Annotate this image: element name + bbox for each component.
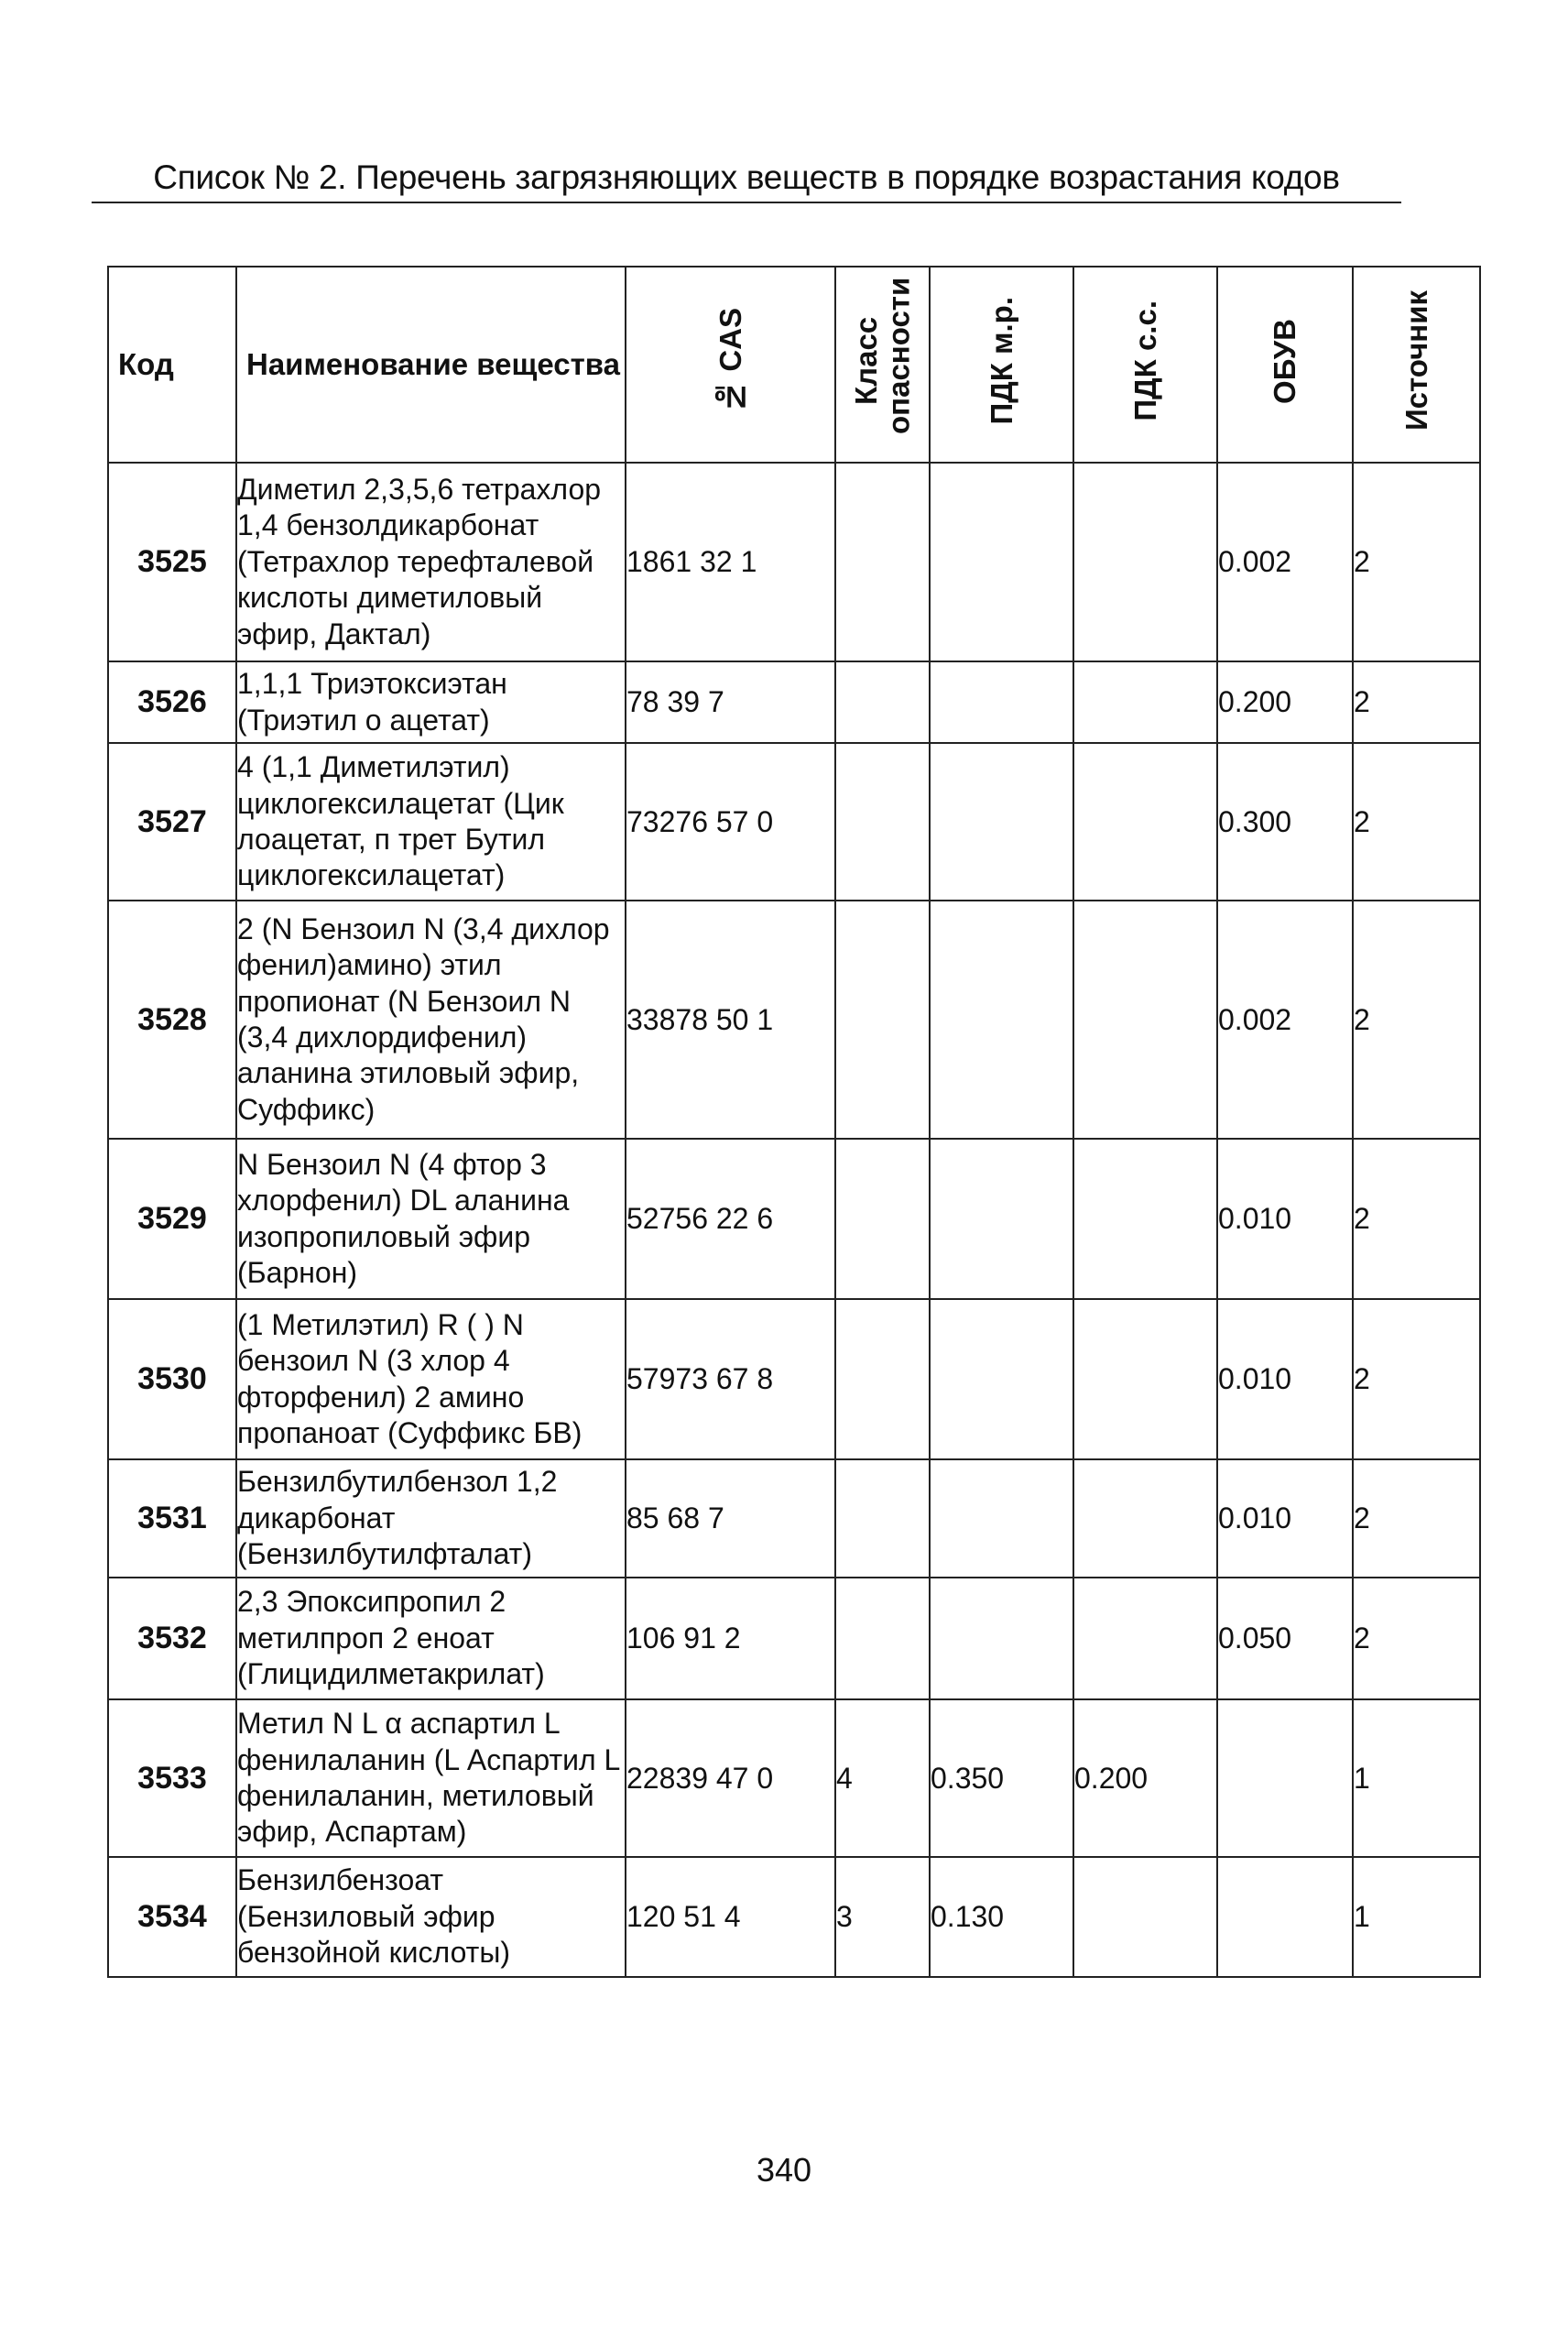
column-header-obuv: ОБУВ bbox=[1217, 267, 1353, 463]
row-pdk-ss bbox=[1073, 463, 1217, 661]
row-source: 1 bbox=[1353, 1857, 1480, 1977]
row-cas: 78 39 7 bbox=[626, 661, 835, 743]
column-header-source: Источник bbox=[1353, 267, 1480, 463]
row-cas: 120 51 4 bbox=[626, 1857, 835, 1977]
row-source: 2 bbox=[1353, 463, 1480, 661]
row-cas: 33878 50 1 bbox=[626, 901, 835, 1139]
row-cas: 73276 57 0 bbox=[626, 743, 835, 901]
row-code: 3525 bbox=[108, 463, 236, 661]
row-pdk-mr: 0.350 bbox=[930, 1699, 1073, 1857]
table-row bbox=[108, 463, 1480, 661]
row-cas: 1861 32 1 bbox=[626, 463, 835, 661]
row-code: 3527 bbox=[108, 743, 236, 901]
row-pdk-mr bbox=[930, 1578, 1073, 1699]
table-row bbox=[108, 1139, 1480, 1299]
row-pdk-ss: 0.200 bbox=[1073, 1699, 1217, 1857]
row-code: 3534 bbox=[108, 1857, 236, 1977]
row-obuv: 0.002 bbox=[1217, 901, 1353, 1139]
row-obuv: 0.010 bbox=[1217, 1299, 1353, 1459]
table-row bbox=[108, 1459, 1480, 1578]
row-pdk-ss bbox=[1073, 1299, 1217, 1459]
row-name: Бензилбензоат (Бензиловый эфир бензойной кислоты) bbox=[236, 1857, 626, 1977]
row-pdk-ss bbox=[1073, 1857, 1217, 1977]
row-pdk-mr bbox=[930, 1139, 1073, 1299]
row-pdk-mr: 0.130 bbox=[930, 1857, 1073, 1977]
row-hazard-class bbox=[835, 1578, 930, 1699]
table-row bbox=[108, 901, 1480, 1139]
row-obuv: 0.010 bbox=[1217, 1139, 1353, 1299]
row-obuv: 0.010 bbox=[1217, 1459, 1353, 1578]
row-source: 2 bbox=[1353, 743, 1480, 901]
column-header-code: Код bbox=[108, 267, 236, 463]
row-source: 1 bbox=[1353, 1699, 1480, 1857]
row-name: 2,3 Эпоксипропил 2 метилпроп 2 еноат (Глицидилметакрилат) bbox=[236, 1578, 626, 1699]
row-pdk-mr bbox=[930, 463, 1073, 661]
row-obuv: 0.300 bbox=[1217, 743, 1353, 901]
table-row bbox=[108, 743, 1480, 901]
row-pdk-ss bbox=[1073, 1139, 1217, 1299]
column-header-pdk-mr: ПДК м.р. bbox=[930, 267, 1073, 463]
row-obuv bbox=[1217, 1857, 1353, 1977]
row-code: 3532 bbox=[108, 1578, 236, 1699]
row-source: 2 bbox=[1353, 661, 1480, 743]
row-pdk-ss bbox=[1073, 1578, 1217, 1699]
row-hazard-class bbox=[835, 901, 930, 1139]
row-hazard-class: 3 bbox=[835, 1857, 930, 1977]
row-code: 3526 bbox=[108, 661, 236, 743]
table-row bbox=[108, 1857, 1480, 1977]
table-row bbox=[108, 1699, 1480, 1857]
row-pdk-mr bbox=[930, 661, 1073, 743]
row-cas: 52756 22 6 bbox=[626, 1139, 835, 1299]
row-code: 3528 bbox=[108, 901, 236, 1139]
row-pdk-ss bbox=[1073, 1459, 1217, 1578]
row-cas: 106 91 2 bbox=[626, 1578, 835, 1699]
row-name: Бензилбутилбензол 1,2 дикарбонат (Бензилбутилфталат) bbox=[236, 1459, 626, 1578]
row-pdk-mr bbox=[930, 1459, 1073, 1578]
row-pdk-mr bbox=[930, 1299, 1073, 1459]
row-name: 4 (1,1 Диметилэтил) циклогексилацетат (Цик лоацетат, п трет Бутил циклогексилацетат) bbox=[236, 743, 626, 901]
substances-table bbox=[107, 266, 1481, 1978]
row-cas: 85 68 7 bbox=[626, 1459, 835, 1578]
column-header-hazard-class: Класс опасности bbox=[835, 267, 930, 463]
row-obuv: 0.002 bbox=[1217, 463, 1353, 661]
row-hazard-class bbox=[835, 743, 930, 901]
row-name: Диметил 2,3,5,6 тетрахлор 1,4 бензолдикарбонат (Тетрахлор терефталевой кислоты диметиловый эфир, Дактал) bbox=[236, 463, 626, 661]
column-header-name: Наименование вещества bbox=[236, 267, 626, 463]
row-hazard-class bbox=[835, 1299, 930, 1459]
header-row bbox=[108, 267, 1480, 463]
row-code: 3533 bbox=[108, 1699, 236, 1857]
row-obuv bbox=[1217, 1699, 1353, 1857]
row-cas: 22839 47 0 bbox=[626, 1699, 835, 1857]
row-source: 2 bbox=[1353, 1578, 1480, 1699]
row-hazard-class bbox=[835, 1459, 930, 1578]
row-source: 2 bbox=[1353, 1459, 1480, 1578]
row-hazard-class bbox=[835, 661, 930, 743]
row-hazard-class bbox=[835, 463, 930, 661]
row-obuv: 0.050 bbox=[1217, 1578, 1353, 1699]
row-name: Метил N L α аспартил L фенилаланин (L Аспартил L фенилаланин, метиловый эфир, Аспартам) bbox=[236, 1699, 626, 1857]
row-pdk-ss bbox=[1073, 901, 1217, 1139]
row-name: 2 (N Бензоил N (3,4 дихлор фенил)амино) этил пропионат (N Бензоил N (3,4 дихлордифенил) аланина этиловый эфир, Суффикс) bbox=[236, 901, 626, 1139]
row-hazard-class bbox=[835, 1139, 930, 1299]
row-pdk-mr bbox=[930, 901, 1073, 1139]
row-pdk-ss bbox=[1073, 743, 1217, 901]
row-name: 1,1,1 Триэтоксиэтан (Триэтил о ацетат) bbox=[236, 661, 626, 743]
row-code: 3529 bbox=[108, 1139, 236, 1299]
row-hazard-class: 4 bbox=[835, 1699, 930, 1857]
table-row bbox=[108, 661, 1480, 743]
row-source: 2 bbox=[1353, 1299, 1480, 1459]
row-pdk-ss bbox=[1073, 661, 1217, 743]
row-obuv: 0.200 bbox=[1217, 661, 1353, 743]
row-name: (1 Метилэтил) R ( ) N бензоил N (3 хлор 4 фторфенил) 2 амино пропаноат (Суффикс БВ) bbox=[236, 1299, 626, 1459]
table-row bbox=[108, 1299, 1480, 1459]
row-code: 3530 bbox=[108, 1299, 236, 1459]
page-number: 340 bbox=[756, 2151, 812, 2189]
page-header: Список № 2. Перечень загрязняющих веществ в порядке возрастания кодов bbox=[92, 154, 1401, 203]
row-source: 2 bbox=[1353, 1139, 1480, 1299]
row-name: N Бензоил N (4 фтор 3 хлорфенил) DL аланина изопропиловый эфир (Барнон) bbox=[236, 1139, 626, 1299]
row-source: 2 bbox=[1353, 901, 1480, 1139]
column-header-cas: № CAS bbox=[626, 267, 835, 463]
table-row bbox=[108, 1578, 1480, 1699]
column-header-pdk-ss: ПДК с.с. bbox=[1073, 267, 1217, 463]
row-code: 3531 bbox=[108, 1459, 236, 1578]
row-pdk-mr bbox=[930, 743, 1073, 901]
row-cas: 57973 67 8 bbox=[626, 1299, 835, 1459]
